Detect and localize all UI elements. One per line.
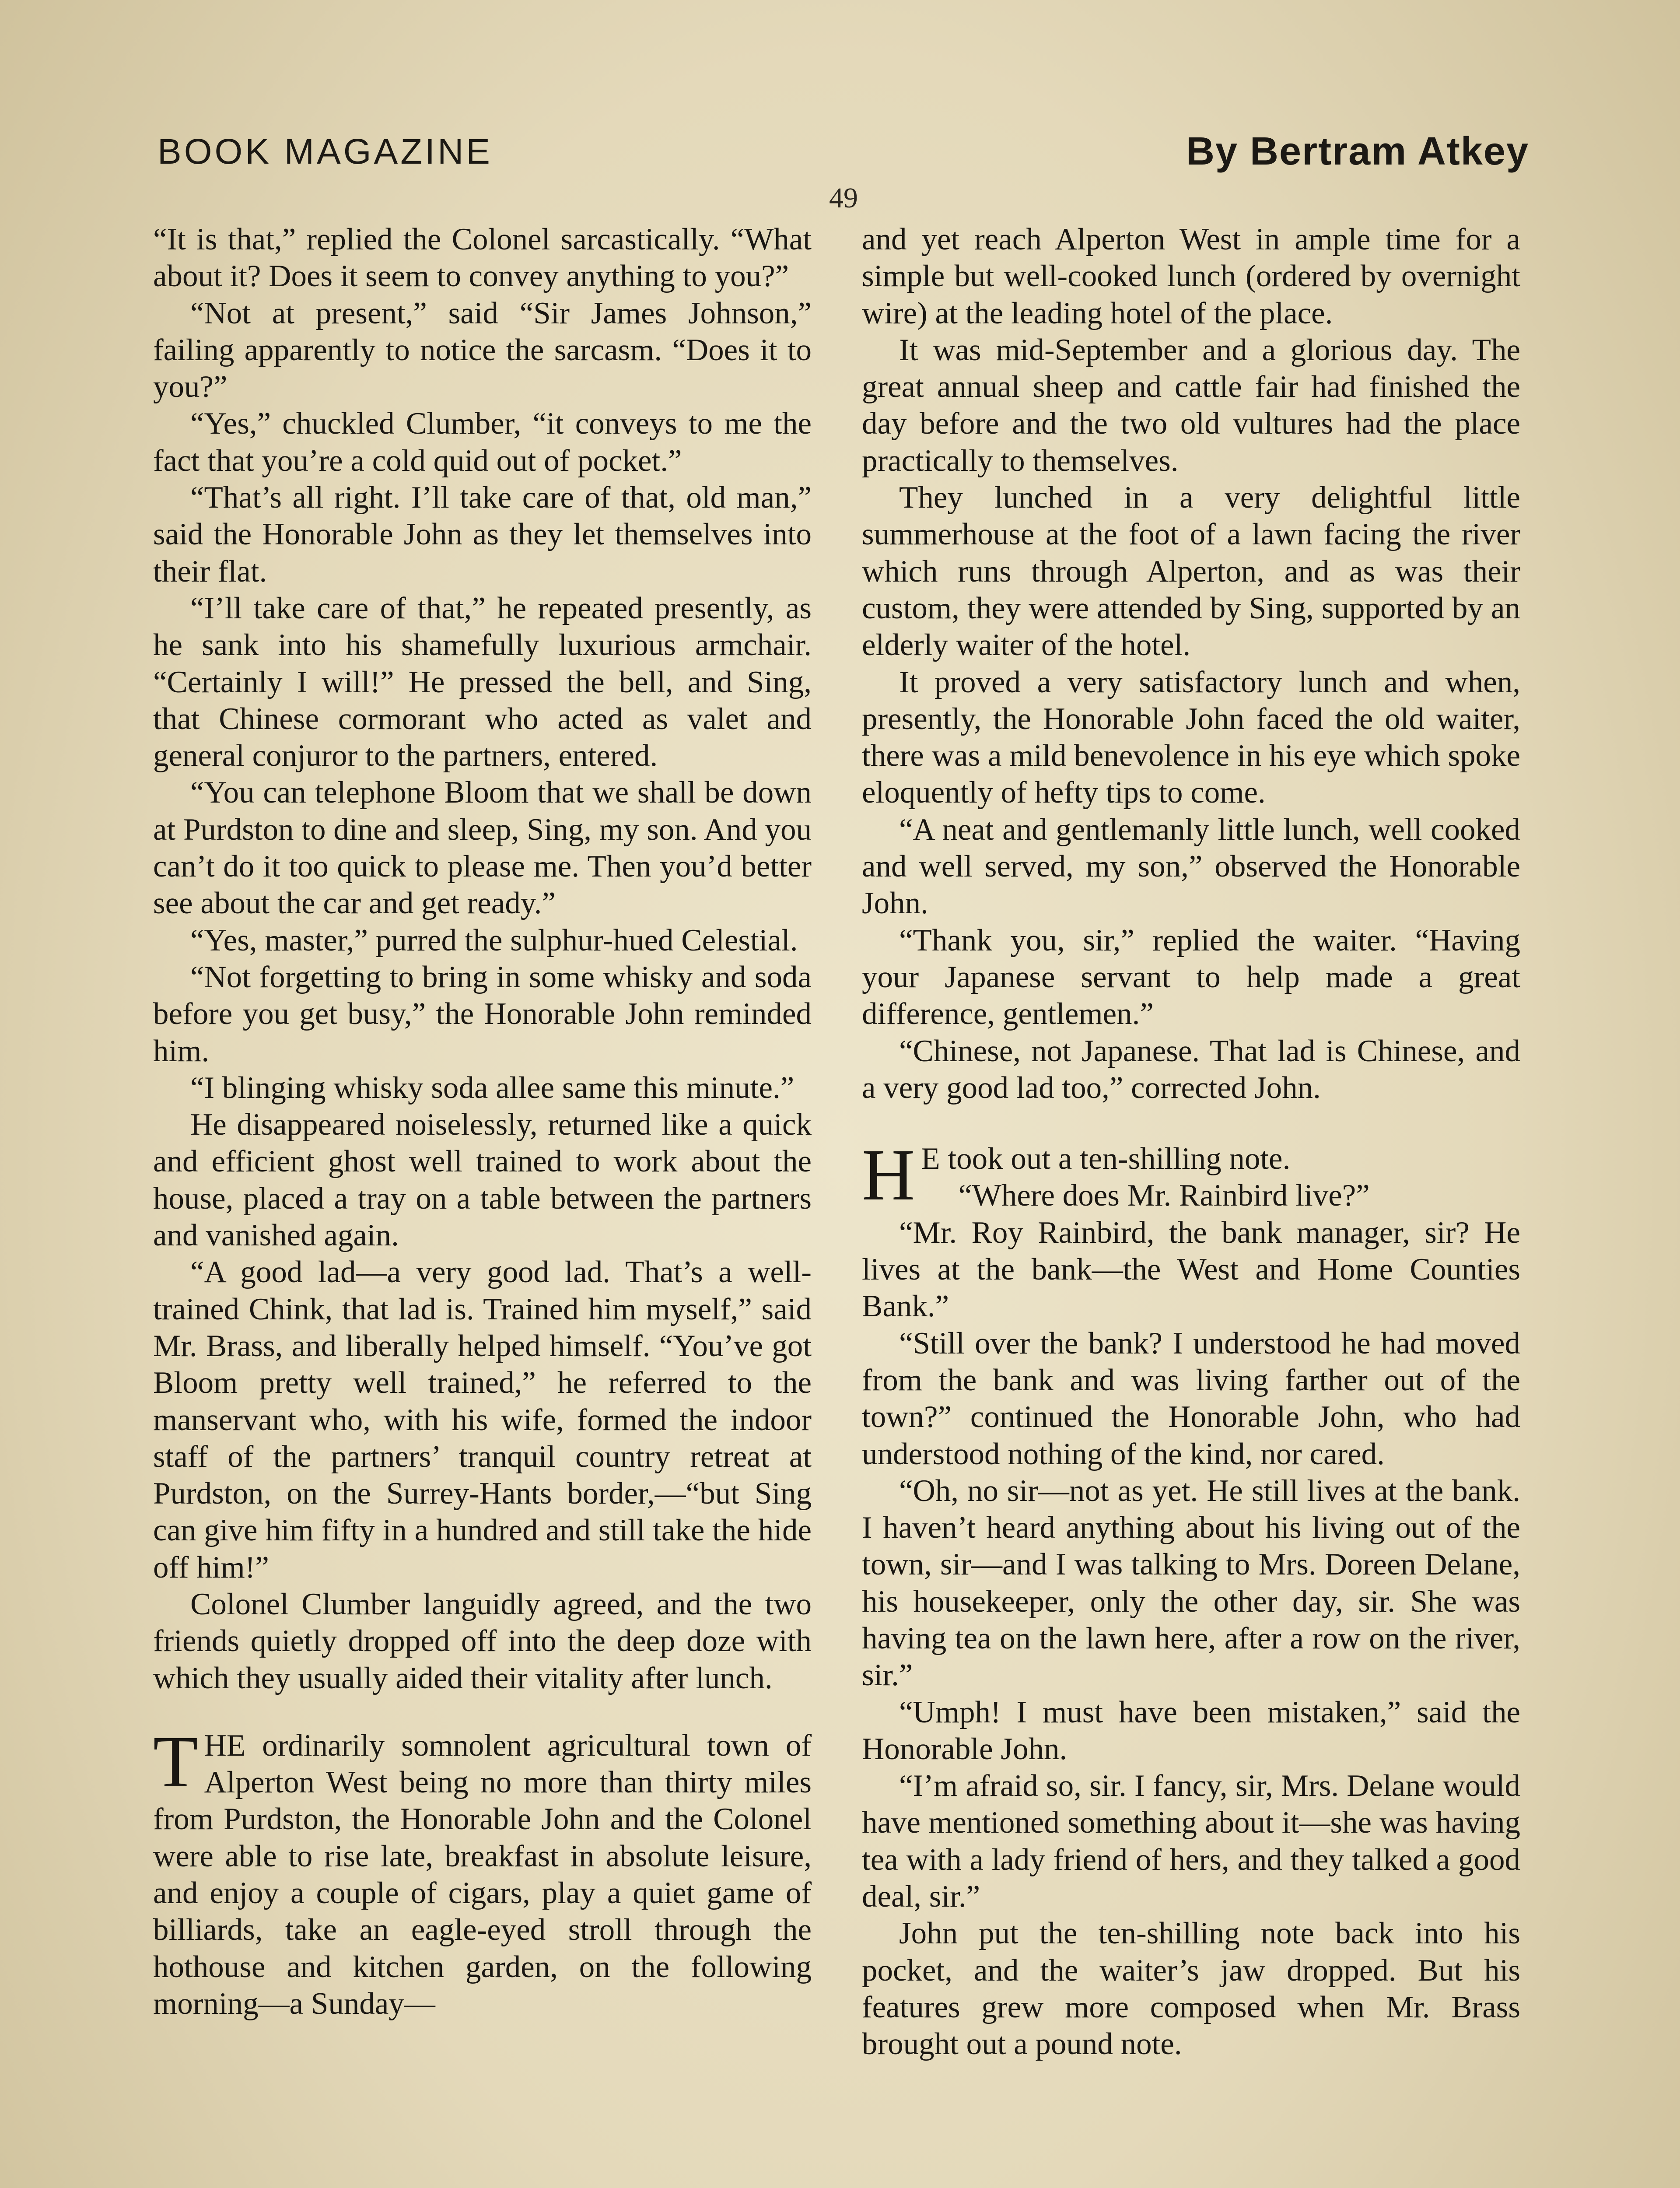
paragraph: “A good lad—a very good lad. That’s a well-trained Chink, that lad is. Trained him myself,” said Mr. Brass, and liberally helped himself. “You’ve got Bloom pretty well trained,” he referred to the manservant who, with his wife, formed the indoor staff of the partners’ tranquil country retreat at Purdston, on the Surrey-Hants border,—“but Sing can give him fifty in a hundred and still take the hide off him!”: [153, 1255, 812, 1585]
paragraph: “I blinging whisky soda allee same this minute.”: [190, 1070, 794, 1105]
paragraph: Colonel Clumber languidly agreed, and the two friends quietly dropped off into the deep doze with which they usually aided their vitality after lunch.: [153, 1587, 812, 1695]
paragraph: He disappeared noiselessly, returned like a quick and efficient ghost well trained to work about the house, placed a tray on a table between the partners and vanished again.: [153, 1108, 812, 1253]
paragraph: John put the ten-shilling note back into his pocket, and the waiter’s jaw dropped. But his features grew more composed when Mr. Brass brought out a pound note.: [862, 1916, 1520, 2062]
paragraph: “You can telephone Bloom that we shall be down at Purdston to dine and sleep, Sing, my son. And you can’t do it too quick to please me. Then you’d better see about the car and get ready.”: [153, 775, 812, 921]
paragraph: They lunched in a very delightful little summerhouse at the foot of a lawn facing the river which runs through Alperton, and as was their custom, they were attended by Sing, supported by an elderly waiter of the hotel.: [862, 480, 1520, 663]
paragraph: It was mid-September and a glorious day. The great annual sheep and cattle fair had finished the day before and the two old vultures had the place practically to themselves.: [862, 333, 1520, 478]
section-opening-paragraph: [153, 1721, 812, 2022]
magazine-title: BOOK MAGAZINE: [158, 132, 493, 172]
left-column: [153, 221, 812, 2022]
paragraph: “Chinese, not Japanese. That lad is Chinese, and a very good lad too,” corrected John.: [862, 1034, 1520, 1105]
paragraph: “I’ll take care of that,” he repeated presently, as he sank into his shamefully luxurious armchair. “Certainly I will!” He pressed the bell, and Sing, that Chinese cormorant who acted as valet and general conjuror to the partners, entered.: [153, 591, 812, 773]
paragraph: “Where does Mr. Rainbird live?”: [958, 1178, 1370, 1213]
page-number: 49: [829, 182, 858, 214]
paragraph: “Still over the bank? I understood he had moved from the bank and was living farther out of the town?” continued the Honorable John, who had understood nothing of the kind, nor cared.: [862, 1326, 1520, 1471]
paragraph: “Yes, master,” purred the sulphur-hued Celestial.: [190, 923, 798, 957]
right-column: [862, 221, 1520, 2063]
paragraph-text: HE ordinarily somnolent agricultural town of Alperton West being no more than thirty miles from Purdston, the Honorable John and the Colonel were able to rise late, breakfast in absolute leisure, and enjoy a couple of cigars, play a quiet game of billiards, take an eagle-eyed stroll through the hothouse and kitchen garden, on the following morning—a Sunday—: [153, 1728, 812, 2021]
paragraph: “Yes,” chuckled Clumber, “it conveys to me the fact that you’re a cold quid out of pocket.”: [153, 407, 812, 478]
paragraph: “Not at present,” said “Sir James Johnson,” failing apparently to notice the sarcasm. “Does it to you?”: [153, 296, 812, 404]
drop-cap-letter: T: [153, 1721, 198, 1802]
paragraph: “That’s all right. I’ll take care of that, old man,” said the Honorable John as they let themselves into their flat.: [153, 480, 812, 589]
paragraph: “Mr. Roy Rainbird, the bank manager, sir? He lives at the bank—the West and Home Counties Bank.”: [862, 1215, 1520, 1324]
paragraph: “Oh, no sir—not as yet. He still lives at the bank. I haven’t heard anything about his living out of the town, sir—and I was talking to Mrs. Doreen Delane, his housekeeper, only the other day, sir. She was having tea on the lawn here, after a row on the river, sir.”: [862, 1473, 1520, 1693]
paragraph: It proved a very satisfactory lunch and when, presently, the Honorable John faced the old waiter, there was a mild benevolence in his eye which spoke eloquently of hefty tips to come.: [862, 665, 1520, 810]
paragraph: “It is that,” replied the Colonel sarcastically. “What about it? Does it seem to convey anything to you?”: [153, 222, 812, 294]
paragraph: “Thank you, sir,” replied the waiter. “Having your Japanese servant to help made a great difference, gentlemen.”: [862, 923, 1520, 1031]
paragraph: “I’m afraid so, sir. I fancy, sir, Mrs. Delane would have mentioned something about it—she was having tea with a lady friend of hers, and they talked a good deal, sir.”: [862, 1769, 1520, 1914]
paragraph: and yet reach Alperton West in ample time for a simple but well-cooked lunch (ordered by overnight wire) at the leading hotel of the place.: [862, 222, 1520, 330]
paragraph: “Umph! I must have been mistaken,” said the Honorable John.: [862, 1695, 1520, 1766]
paragraph-text: E took out a ten-shilling note.: [921, 1142, 1291, 1176]
paragraph: “Not forgetting to bring in some whisky and soda before you get busy,” the Honorable John reminded him.: [153, 960, 812, 1068]
author-byline: By Bertram Atkey: [1186, 130, 1529, 173]
drop-cap-letter: H: [862, 1134, 915, 1216]
paragraph: “A neat and gentlemanly little lunch, well cooked and well served, my son,” observed the Honorable John.: [862, 812, 1520, 921]
